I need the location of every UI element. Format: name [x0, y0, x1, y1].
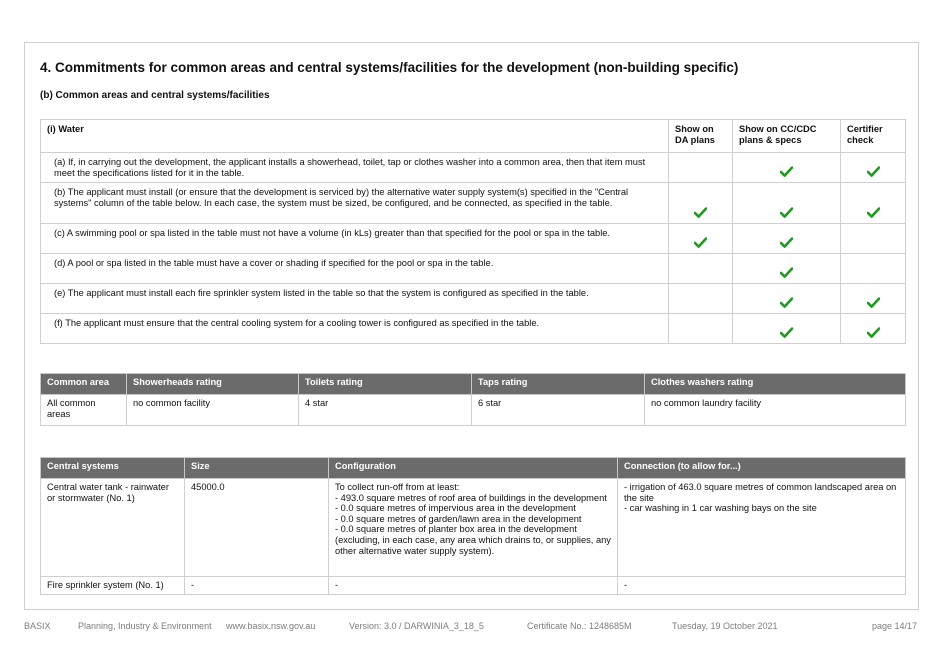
checkmark-icon	[867, 207, 880, 218]
checkmark-icon	[780, 327, 793, 338]
table-cell: -	[329, 577, 618, 595]
cc-cdc-check-cell	[733, 284, 841, 314]
requirement-text: (a) If, in carrying out the development, the applicant installs a showerhead, toilet, tap or clothes washer into a common area, then that item must meet the specifications listed for it in the table.	[41, 153, 669, 183]
footer-department: Planning, Industry & Environment	[78, 621, 212, 631]
table-cell: Fire sprinkler system (No. 1)	[41, 577, 185, 595]
certifier-check-cell	[841, 284, 906, 314]
footer-date: Tuesday, 19 October 2021	[672, 621, 778, 631]
common-area-header-row	[41, 374, 906, 395]
footer-page-number: page 14/17	[872, 621, 918, 631]
common-area-table	[40, 373, 906, 426]
column-header: Central systems	[41, 458, 185, 479]
table-row	[41, 395, 906, 426]
footer-website-link[interactable]: www.basix.nsw.gov.au	[226, 621, 316, 631]
column-header: Size	[185, 458, 329, 479]
section-title: 4. Commitments for common areas and central systems/facilities for the development (non-building specific)	[40, 60, 739, 75]
cc-cdc-check-cell	[733, 314, 841, 344]
footer-brand: BASIX	[24, 621, 51, 631]
da-plans-check-cell	[669, 153, 733, 183]
da-plans-check-cell	[669, 183, 733, 224]
column-header: Clothes washers rating	[645, 374, 906, 395]
column-header: Configuration	[329, 458, 618, 479]
requirement-text: (c) A swimming pool or spa listed in the table must not have a volume (in kLs) greater than that specified for the pool or spa in the table.	[41, 224, 669, 254]
table-cell: All common areas	[41, 395, 127, 426]
table-cell: 45000.0	[185, 479, 329, 577]
table-row	[41, 284, 906, 314]
column-header: Taps rating	[472, 374, 645, 395]
cc-cdc-check-cell	[733, 224, 841, 254]
cc-cdc-check-cell	[733, 153, 841, 183]
table-row	[41, 153, 906, 183]
checkmark-icon	[867, 327, 880, 338]
checkmark-icon	[780, 267, 793, 278]
requirement-text: (f) The applicant must ensure that the central cooling system for a cooling tower is configured as specified in the table.	[41, 314, 669, 344]
column-header: Showerheads rating	[127, 374, 299, 395]
table-row	[41, 254, 906, 284]
certifier-check-cell	[841, 224, 906, 254]
requirement-text: (e) The applicant must install each fire sprinkler system listed in the table so that the system is configured as specified in the table.	[41, 284, 669, 314]
water-table-header	[41, 120, 906, 153]
central-systems-table	[40, 457, 906, 595]
certifier-check-cell	[841, 254, 906, 284]
central-systems-header-row	[41, 458, 906, 479]
table-cell: Central water tank - rainwater or stormwater (No. 1)	[41, 479, 185, 577]
checkmark-icon	[867, 166, 880, 177]
cc-cdc-check-cell	[733, 254, 841, 284]
water-commitments-table	[40, 119, 906, 344]
table-row	[41, 314, 906, 344]
footer-certificate: Certificate No.: 1248685M	[527, 621, 632, 631]
water-category-header: (i) Water	[41, 120, 669, 153]
requirement-text: (d) A pool or spa listed in the table must have a cover or shading if specified for the pool or spa in the table.	[41, 254, 669, 284]
show-on-cc-cdc-header: Show on CC/CDC plans & specs	[733, 120, 841, 153]
da-plans-check-cell	[669, 254, 733, 284]
checkmark-icon	[867, 297, 880, 308]
checkmark-icon	[780, 207, 793, 218]
certifier-check-header: Certifier check	[841, 120, 906, 153]
da-plans-check-cell	[669, 314, 733, 344]
table-cell: 4 star	[299, 395, 472, 426]
cc-cdc-check-cell	[733, 183, 841, 224]
table-row	[41, 183, 906, 224]
table-cell: -	[185, 577, 329, 595]
da-plans-check-cell	[669, 224, 733, 254]
column-header: Toilets rating	[299, 374, 472, 395]
table-cell: no common facility	[127, 395, 299, 426]
page-frame	[24, 42, 919, 610]
certifier-check-cell	[841, 153, 906, 183]
table-row	[41, 479, 906, 577]
table-row	[41, 224, 906, 254]
column-header: Common area	[41, 374, 127, 395]
certifier-check-cell	[841, 314, 906, 344]
checkmark-icon	[694, 237, 707, 248]
checkmark-icon	[780, 237, 793, 248]
table-row	[41, 577, 906, 595]
certifier-check-cell	[841, 183, 906, 224]
requirement-text: (b) The applicant must install (or ensure that the development is serviced by) the alternative water supply system(s) specified in the "Central systems" column of the table below. In each case, the system must be sized, be configured, and be connected, as specified in the table.	[41, 183, 669, 224]
section-subtitle: (b) Common areas and central systems/facilities	[40, 90, 270, 101]
table-cell: - irrigation of 463.0 square metres of common landscaped area on the site - car washing in 1 car washing bays on the site	[618, 479, 906, 577]
show-on-da-plans-header: Show on DA plans	[669, 120, 733, 153]
checkmark-icon	[780, 166, 793, 177]
table-cell: no common laundry facility	[645, 395, 906, 426]
table-cell: To collect run-off from at least: - 493.0 square metres of roof area of buildings in the development - 0.0 square metres of impervious area in the development - 0.0 square metres of garden/lawn area in the development - 0.0 square metres of planter box area in the development (excluding, in each case, any area which drains to, or supplies, any other alternative water supply system).	[329, 479, 618, 577]
checkmark-icon	[694, 207, 707, 218]
da-plans-check-cell	[669, 284, 733, 314]
checkmark-icon	[780, 297, 793, 308]
table-cell: 6 star	[472, 395, 645, 426]
footer-version: Version: 3.0 / DARWINIA_3_18_5	[349, 621, 484, 631]
table-cell: -	[618, 577, 906, 595]
column-header: Connection (to allow for...)	[618, 458, 906, 479]
